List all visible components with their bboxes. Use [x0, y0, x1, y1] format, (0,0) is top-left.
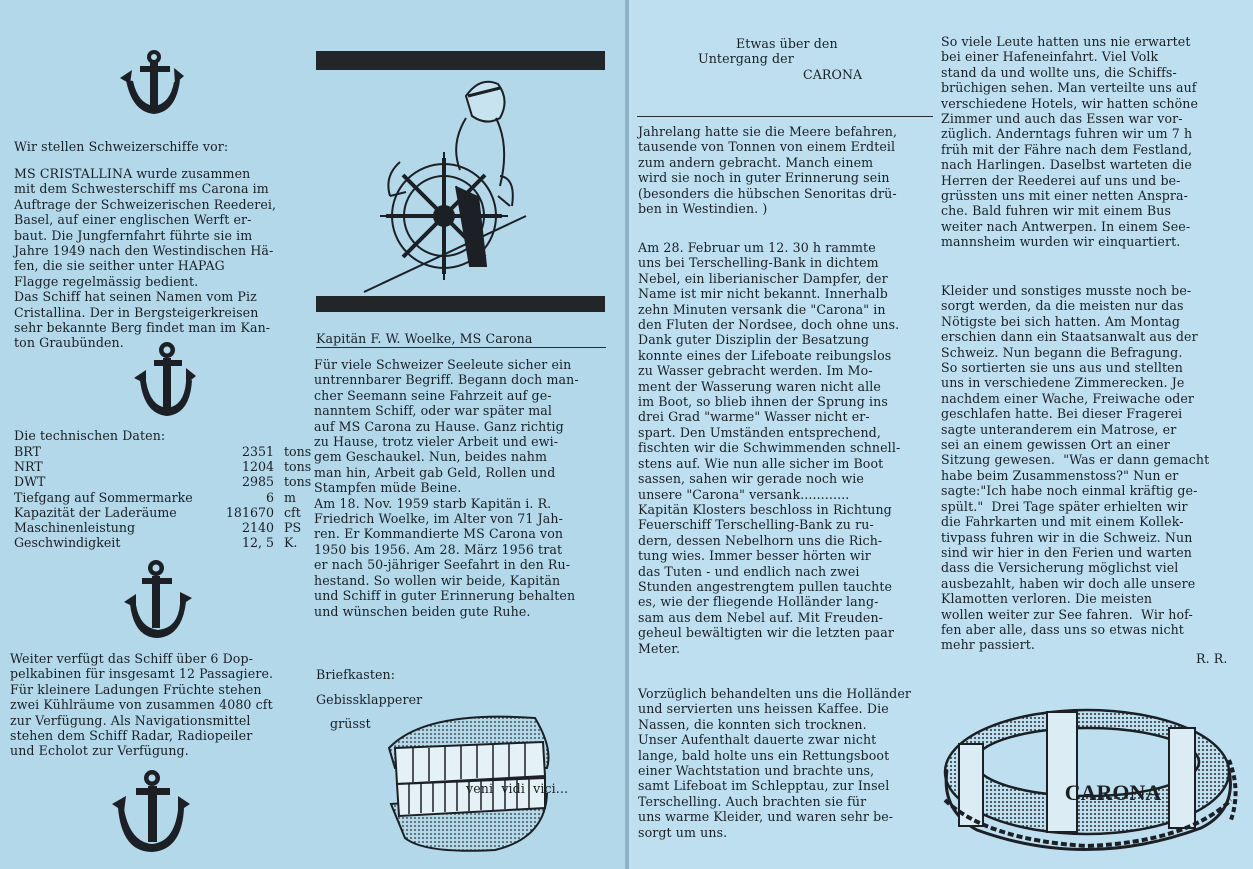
- intro-heading: Wir stellen Schweizerschiffe vor:: [14, 139, 229, 154]
- mailbox-line2: grüsst: [330, 716, 371, 731]
- article-paragraph-2: Am 28. Februar um 12. 30 h rammte uns bei Terschelling-Bank in dichtem Nebel, ein liberianischer Dampfer, der Name ist mir nicht bekannt. Innerhalb zehn Minuten versank die "Carona" in den Fluten der Nordsee, doch ohne uns. Dank guter Disziplin der Besatzung konnte eines der Lifeboate reibungslos zu Wasser gebracht werden. Im Mo- ment der Wasserung waren nicht alle im Boot, so blieb ihnen der Sprung ins drei Grad "warme" Wasser nicht er- spart. Den Umständen entsprechend, fischten wir die Schwimmenden schnell- stens auf. Wie nun alle sicher im Boot sassen, sahen wir gerade noch wie unsere "Carona" versank............ Kapitän Klosters beschloss in Richtung Feuerschiff Terschelling-Bank zu ru- dern, dessen Nebelhorn uns die Rich- tung wies. Immer besser hörten wir das Tuten - und endlich nach zwei Stunden angestrengtem pullen tauchte es, wie der fliegende Holländer lang- sam aus dem Nebel auf. Mit Freuden- geheul bewältigten wir die letzten paar Meter.: [638, 240, 901, 656]
- article-paragraph-4: So viele Leute hatten uns nie erwartet bei einer Hafeneinfahrt. Viel Volk stand da und wollte uns, die Schiffs- brüchigen sehen. Man verteilte uns auf verschiedene Hotels, wir hatten schöne Zimmer und auch das Essen war vor- züglich. Anderntags fuhren wir um 7 h früh mit der Fähre nach dem Festland, nach Harlingen. Daselbst warteten die Herren der Reederei auf uns und be- grüssten uns mit einer netten Anspra- che. Bald fuhren wir mit einem Bus weiter nach Antwerpen. In einem See- mannsheim wurden wir einquartiert.: [941, 34, 1199, 250]
- tech-heading: Die technischen Daten:: [14, 428, 166, 443]
- tech-row: Tiefgang auf Sommermarke 6 m: [14, 489, 296, 505]
- anchor-icon: [120, 558, 196, 642]
- article-paragraph-3: Vorzüglich behandelten uns die Holländer und servierten uns heissen Kaffee. Die Nassen, die konnten sich trocknen. Unser Aufenthalt dauerte zwar nicht lange, bald holte uns ein Rettungsboot einer Wachtstation und brachte uns, samt Lifeboat im Schlepptau, zur Insel Terschelling. Auch brachten sie für uns warme Kleider, und waren sehr be- sorgt um uns.: [638, 686, 911, 840]
- tech-row: Geschwindigkeit 12, 5 K.: [14, 535, 298, 551]
- further-text: Weiter verfügt das Schiff über 6 Dop- pelkabinen für insgesamt 12 Passagiere. Für kleinere Ladungen Früchte stehen zwei Kühlräume von zusammen 4080 cft zur Verfügung. Als Navigationsmittel stehen dem Schiff Radar, Radiopeiler und Echolot zur Verfügung.: [10, 651, 274, 759]
- title-rule: [637, 116, 933, 117]
- mailbox-line1: Gebissklapperer: [316, 692, 423, 707]
- tech-row: DWT 2985 tons: [14, 474, 312, 490]
- intro-body: MS CRISTALLINA wurde zusammen mit dem Schwesterschiff ms Carona im Auftrage der Schweizerischen Reederei, Basel, auf einer englischen Werft er- baut. Die Jungfernfahrt führte sie im Jahre 1949 nach den Westindischen Hä- fen, die sie seither unter HAPAG Flagge regelmässig bedient. Das Schiff hat seinen Namen vom Piz Cristallina. Der in Bergsteigerkreisen sehr bekannte Berg findet man im Kan- ton Graubünden.: [14, 166, 277, 351]
- tech-row: NRT 1204 tons: [14, 459, 312, 475]
- article-title-line3: CARONA: [803, 67, 863, 82]
- article-paragraph-1: Jahrelang hatte sie die Meere befahren, tausende von Tonnen von einem Erdteil zum andern gebracht. Manch einem wird sie noch in guter Erinnerung sein (besonders die hübschen Senoritas drü- ben in Westindien. ): [638, 124, 898, 217]
- tech-row: Kapazität der Laderäume 181670 cft: [14, 504, 301, 520]
- illustration-bottom-bar: [316, 296, 605, 312]
- right-page: [629, 0, 1253, 869]
- lifebuoy-illustration: [937, 700, 1245, 856]
- anchor-icon: [130, 340, 200, 420]
- signature: R. R.: [1196, 651, 1228, 666]
- teeth-caption: veni vidi vici...: [466, 781, 569, 796]
- helmsman-illustration: [360, 66, 530, 298]
- anchor-icon: [112, 48, 192, 120]
- anchor-icon: [108, 768, 194, 856]
- caption-rule: [316, 347, 606, 348]
- tech-row: Maschinenleistung 2140 PS: [14, 520, 302, 536]
- article-title-line1: Etwas über den: [736, 36, 838, 51]
- mailbox-heading: Briefkasten:: [316, 667, 396, 682]
- article-title-line2: Untergang der: [698, 51, 794, 66]
- captain-text: Für viele Schweizer Seeleute sicher ein untrennbarer Begriff. Begann doch man- cher Seemann seine Fahrzeit auf ge- nanntem Schiff, oder war später mal auf MS Carona zu Hause. Ganz richtig zu Hause, trotz vieler Arbeit und ewi- gem Geschaukel. Nun, beides nahm man hin, Arbeit gab Geld, Rollen und Stampfen müde Beine. Am 18. Nov. 1959 starb Kapitän i. R. Friedrich Woelke, im Alter von 71 Jah- ren. Er Kommandierte MS Carona von 1950 bis 1956. Am 28. März 1956 trat er nach 50-jähriger Seefahrt in den Ru- hestand. So wollen wir beide, Kapitän und Schiff in guter Erinnerung behalten und wünschen beiden gute Ruhe.: [314, 357, 579, 619]
- tech-data-table: [14, 444, 311, 550]
- captain-caption: Kapitän F. W. Woelke, MS Carona: [316, 331, 533, 346]
- lifebuoy-label: CARONA: [1064, 780, 1162, 805]
- tech-row: BRT 2351 tons: [14, 444, 312, 459]
- article-paragraph-5: Kleider und sonstiges musste noch be- sorgt werden, da die meisten nur das Nötigste bei sich hatten. Am Montag erschien dann ein Staatsanwalt aus der Schweiz. Nun begann die Befragung. So sortierten sie uns aus und stellten uns in verschiedene Zimmerecken. Je nachdem einer Wache, Freiwache oder geschlafen hatte. Bei dieser Fragerei sagte unteranderem ein Matrose, er sei an einem gewissen Ort an einer Sitzung gewesen. "Was er dann gemacht habe beim Zusammenstoss?" Nun er sagte:"Ich habe noch einmal kräftig ge- spült." Drei Tage später erhielten wir die Fahrkarten und mit einem Kollek- tivpass fuhren wir in die Schweiz. Nun sind wir hier in den Ferien und warten dass die Versicherung möglichst viel ausbezahlt, haben wir doch alle unsere Klamotten verloren. Die meisten wollen weiter zur See fahren. Wir hof- fen aber alle, dass uns so etwas nicht mehr passiert.: [941, 283, 1210, 653]
